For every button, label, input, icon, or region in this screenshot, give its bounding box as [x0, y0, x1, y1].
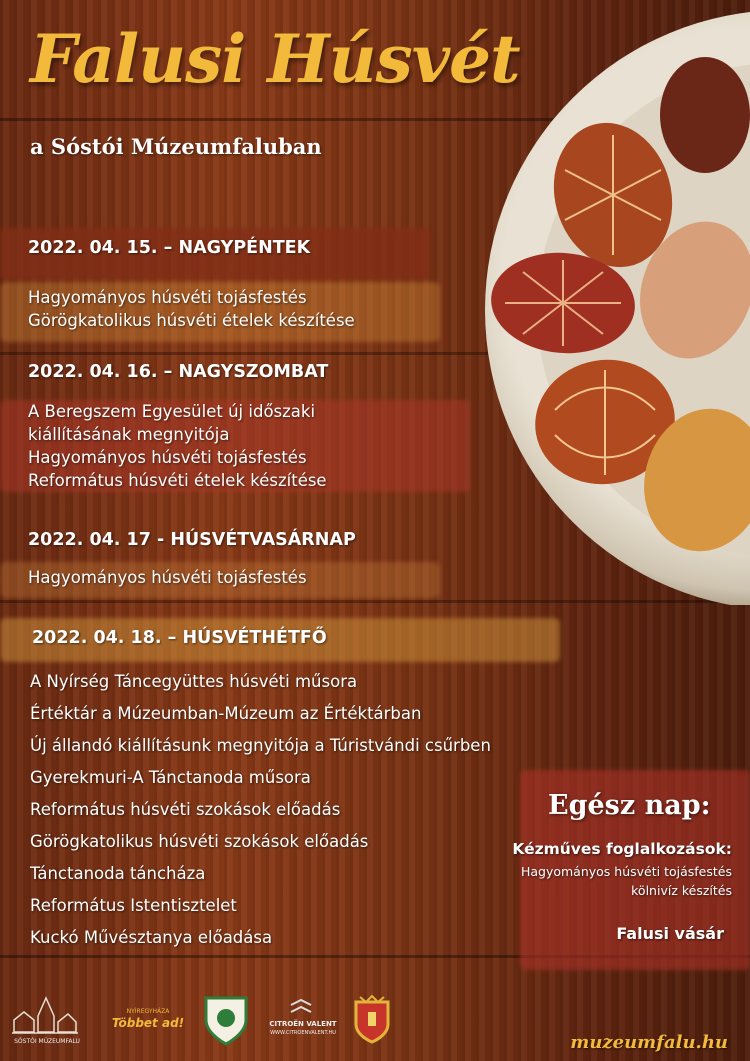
poster-title: Falusi Húsvét	[30, 20, 520, 98]
easter-eggs-plate	[455, 10, 750, 605]
egg-dark	[660, 57, 750, 173]
logo-caption: SÓSTÓI MÚZEUMFALU	[14, 1038, 80, 1045]
program-item: kiállításának megnyitója	[28, 425, 230, 444]
program-item: Gyerekmuri-A Tánctanoda műsora	[30, 768, 311, 787]
program-item: Új állandó kiállításunk megnyitója a Túristvándi csűrben	[30, 736, 491, 755]
all-day-line: kölnivíz készítés	[631, 883, 732, 898]
program-item: Református húsvéti szokások előadás	[30, 800, 341, 819]
all-day-title: Egész nap:	[548, 790, 711, 821]
program-item: Tánctanoda táncháza	[30, 864, 206, 883]
program-list-good-friday	[28, 286, 355, 332]
day-heading-good-friday: 2022. 04. 15. – NAGYPÉNTEK	[28, 238, 311, 258]
sostoi-muzeumfalu-logo	[10, 992, 80, 1038]
program-item: Értéktár a Múzeumban-Múzeum az Értéktárban	[30, 704, 422, 723]
logo-small-caption: WWW.CITROENVALENT.HU	[270, 1030, 336, 1036]
program-item: Görögkatolikus húsvéti ételek készítése	[28, 311, 355, 330]
day-heading-easter-sunday: 2022. 04. 17 - HÚSVÉTVASÁRNAP	[28, 530, 356, 550]
day-heading-holy-saturday: 2022. 04. 16. – NAGYSZOMBAT	[28, 362, 329, 382]
tobbet-ad-logo: Többet ad!	[111, 1016, 185, 1030]
poster-subtitle: a Sóstói Múzeumfaluban	[30, 134, 322, 159]
program-item: A Nyírség Táncegyüttes húsvéti műsora	[30, 672, 358, 691]
program-list-easter-sunday	[28, 566, 307, 589]
citroen-valent-logo: CITROËN VALENT	[269, 1020, 337, 1028]
program-item: Hagyományos húsvéti tojásfestés	[28, 568, 307, 587]
all-day-subtitle: Kézműves foglalkozások:	[512, 840, 732, 858]
program-list-holy-saturday	[28, 400, 327, 492]
program-item: Hagyományos húsvéti tojásfestés	[28, 448, 307, 467]
logo-small-caption: NYÍREGYHÁZA	[126, 1008, 170, 1015]
program-item: A Beregszem Egyesület új időszaki	[28, 402, 316, 421]
all-day-line: Hagyományos húsvéti tojásfestés	[520, 864, 732, 879]
program-item: Református Istentisztelet	[30, 896, 237, 915]
dance-ensemble-logo	[200, 994, 252, 1046]
program-item: Hagyományos húsvéti tojásfestés	[28, 288, 307, 307]
sponsor-logos	[10, 990, 410, 1056]
citroen-chevron-icon	[288, 998, 314, 1014]
village-market-label: Falusi vásár	[616, 924, 724, 943]
program-list-easter-monday	[30, 666, 491, 954]
program-item: Kuckó Művésztanya előadása	[30, 928, 273, 947]
program-item: Református húsvéti ételek készítése	[28, 471, 327, 490]
website-link[interactable]: muzeumfalu.hu	[570, 1032, 728, 1053]
program-item: Görögkatolikus húsvéti szokások előadás	[30, 832, 369, 851]
coat-of-arms-logo	[346, 994, 398, 1046]
day-heading-easter-monday: 2022. 04. 18. – HÚSVÉTHÉTFŐ	[32, 628, 327, 648]
